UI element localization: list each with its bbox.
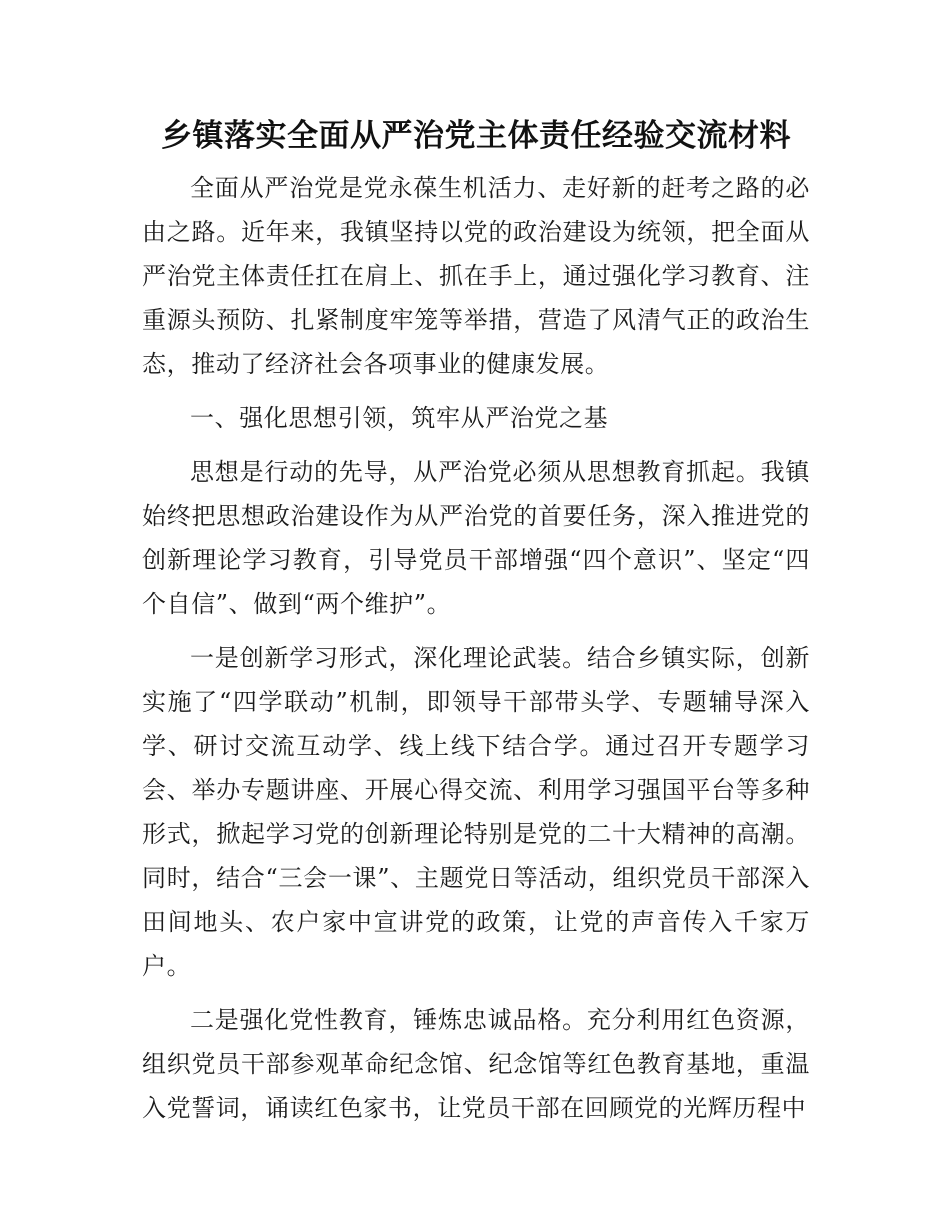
document-body <box>142 112 810 1130</box>
section-lead-paragraph: 思想是行动的先导，从严治党必须从思想教育抓起。我镇始终把思想政治建设作为从严治党的首要任务，深入推进党的创新理论学习教育，引导党员干部增强“四个意识”、坚定“四个自信”、做到“两个维护”。 <box>142 458 810 618</box>
point-one-paragraph: 一是创新学习形式，深化理论武装。结合乡镇实际，创新实施了“四学联动”机制，即领导干部带头学、专题辅导深入学、研讨交流互动学、线上线下结合学。通过召开专题学习会、举办专题讲座、开展心得交流、利用学习强国平台等多种形式，掀起学习党的创新理论特别是党的二十大精神的高潮。同时，结合“三会一课”、主题党日等活动，组织党员干部深入田间地头、农户家中宣讲党的政策，让党的声音传入千家万户。 <box>142 644 810 980</box>
document-title: 乡镇落实全面从严治党主体责任经验交流材料 <box>161 118 791 154</box>
intro-paragraph: 全面从严治党是党永葆生机活力、走好新的赶考之路的必由之路。近年来，我镇坚持以党的政治建设为统领，把全面从严治党主体责任扛在肩上、抓在手上，通过强化学习教育、注重源头预防、扎紧制度牢笼等举措，营造了风清气正的政治生态，推动了经济社会各项事业的健康发展。 <box>142 174 810 378</box>
section-heading: 一、强化思想引领，筑牢从严治党之基 <box>190 404 609 432</box>
point-two-paragraph: 二是强化党性教育，锤炼忠诚品格。充分利用红色资源，组织党员干部参观革命纪念馆、纪念馆等红色教育基地，重温入党誓词，诵读红色家书，让党员干部在回顾党的光辉历程中 <box>142 1006 810 1122</box>
